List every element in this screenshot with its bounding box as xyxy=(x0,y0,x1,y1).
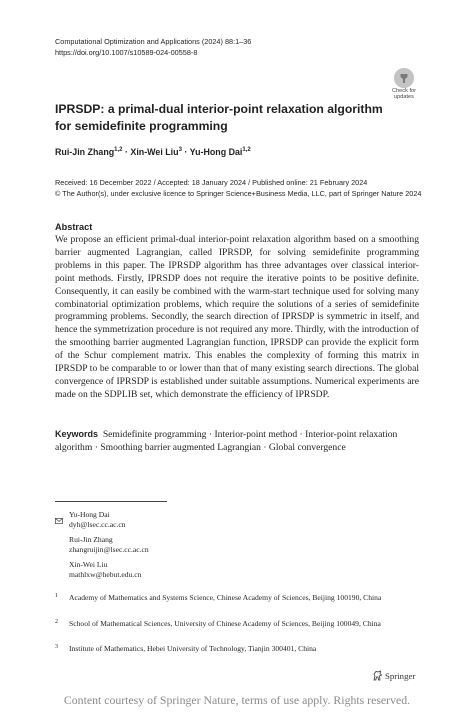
contact-name: Xin-Wei Liu xyxy=(69,560,108,569)
keywords xyxy=(55,428,419,455)
contact-entry xyxy=(69,535,149,555)
badge-line-2: updates xyxy=(394,94,414,100)
publisher-logo xyxy=(372,670,415,683)
publication-history xyxy=(55,178,421,199)
copyright-line: © The Author(s), under exclusive licence to Springer Science+Business Media, LLC, part of Springer Nature 2024 xyxy=(55,188,422,198)
check-for-updates-icon xyxy=(394,68,414,88)
journal-citation: Computational Optimization and Applications (2024) 88:1–36 xyxy=(55,37,252,46)
journal-header xyxy=(55,37,251,58)
affiliation-number: 1 xyxy=(55,593,58,599)
author-name[interactable]: Xin-Wei Liu xyxy=(130,147,179,157)
affiliation-number: 3 xyxy=(55,644,58,650)
contact-email[interactable]: dyh@lsec.cc.ac.cn xyxy=(69,520,126,530)
contact-entry xyxy=(69,510,149,530)
abstract-text: We propose an efficient primal-dual interior-point relaxation algorithm based on a smoothing barrier augmented Lagrangian, called IPRSDP, for solving semidefinite programming problems in this paper. The IPRSDP algorithm has three advantages over classical interior-point methods. Firstly, IPRSDP does not require the iterative points to be positive definite. Consequently, it can easily be combined with the warm-start technique used for solving many combinatorial optimization problems, which require the solutions of a series of semidefinite programming problems. Secondly, the search direction of IPRSDP is symmetric in itself, and hence the symmetrization procedure is not required any more. Thirdly, with the introduction of the smoothing barrier augmented Lagrangian function, IPRSDP can provide the explicit form of the Schur complement matrix. This enables the complexity of forming this matrix in IPRSDP to be comparable to or lower than that of many existing search directions. The global convergence of IPRSDP is established under suitable assumptions. Numerical experiments are made on the SDPLIB set, which demonstrate the efficiency of IPRSDP. xyxy=(55,234,419,400)
affiliation-text: Academy of Mathematics and Systems Science, Chinese Academy of Sciences, Beijing 100190, China xyxy=(69,593,382,602)
author-affiliation-ref: 1,2 xyxy=(114,147,123,154)
contact-entry xyxy=(69,560,149,580)
paper-title: IPRSDP: a primal-dual interior-point relaxation algorithm for semidefinite programming xyxy=(55,102,383,133)
badge-label xyxy=(386,88,422,100)
author-separator: · xyxy=(181,147,190,157)
author-affiliation-ref: 3 xyxy=(178,147,182,154)
contact-list xyxy=(69,510,149,585)
affiliation-text: School of Mathematical Sciences, University of Chinese Academy of Sciences, Beijing 100049, China xyxy=(69,619,381,628)
courtesy-watermark: Content courtesy of Springer Nature, terms of use apply. Rights reserved. xyxy=(63,693,411,707)
author-name[interactable]: Yu-Hong Dai xyxy=(189,147,243,157)
contact-email[interactable]: zhangruijin@lsec.cc.ac.cn xyxy=(69,545,149,555)
author-list xyxy=(55,147,251,157)
contact-email[interactable]: mathlxw@hebut.edu.cn xyxy=(69,570,142,580)
author-name[interactable]: Rui-Jin Zhang xyxy=(55,147,115,157)
publisher-name: Springer xyxy=(385,671,416,681)
springer-horse-icon xyxy=(372,670,383,683)
doi-link[interactable]: https://doi.org/10.1007/s10589-024-00558-8 xyxy=(55,47,198,57)
abstract-heading: Abstract xyxy=(55,222,93,232)
contact-name: Rui-Jin Zhang xyxy=(69,535,113,544)
keywords-text: Semidefinite programming · Interior-point method · Interior-point relaxation algorithm · Smoothing barrier augmented Lagrangian · Global convergence xyxy=(55,429,398,453)
author-separator: · xyxy=(122,147,131,157)
affiliation-text: Institute of Mathematics, Hebei University of Technology, Tianjin 300401, China xyxy=(69,644,317,653)
envelope-icon xyxy=(55,511,63,517)
footnote-divider xyxy=(55,501,167,502)
contact-name: Yu-Hong Dai xyxy=(69,510,110,519)
affiliation-number: 2 xyxy=(55,619,58,625)
author-affiliation-ref: 1,2 xyxy=(242,147,251,154)
history-dates: Received: 16 December 2022 / Accepted: 18 January 2024 / Published online: 21 February 2024 xyxy=(55,178,368,187)
check-for-updates-badge[interactable] xyxy=(388,68,420,102)
badge-line-1: Check for xyxy=(392,88,416,94)
keywords-label: Keywords xyxy=(55,429,99,439)
